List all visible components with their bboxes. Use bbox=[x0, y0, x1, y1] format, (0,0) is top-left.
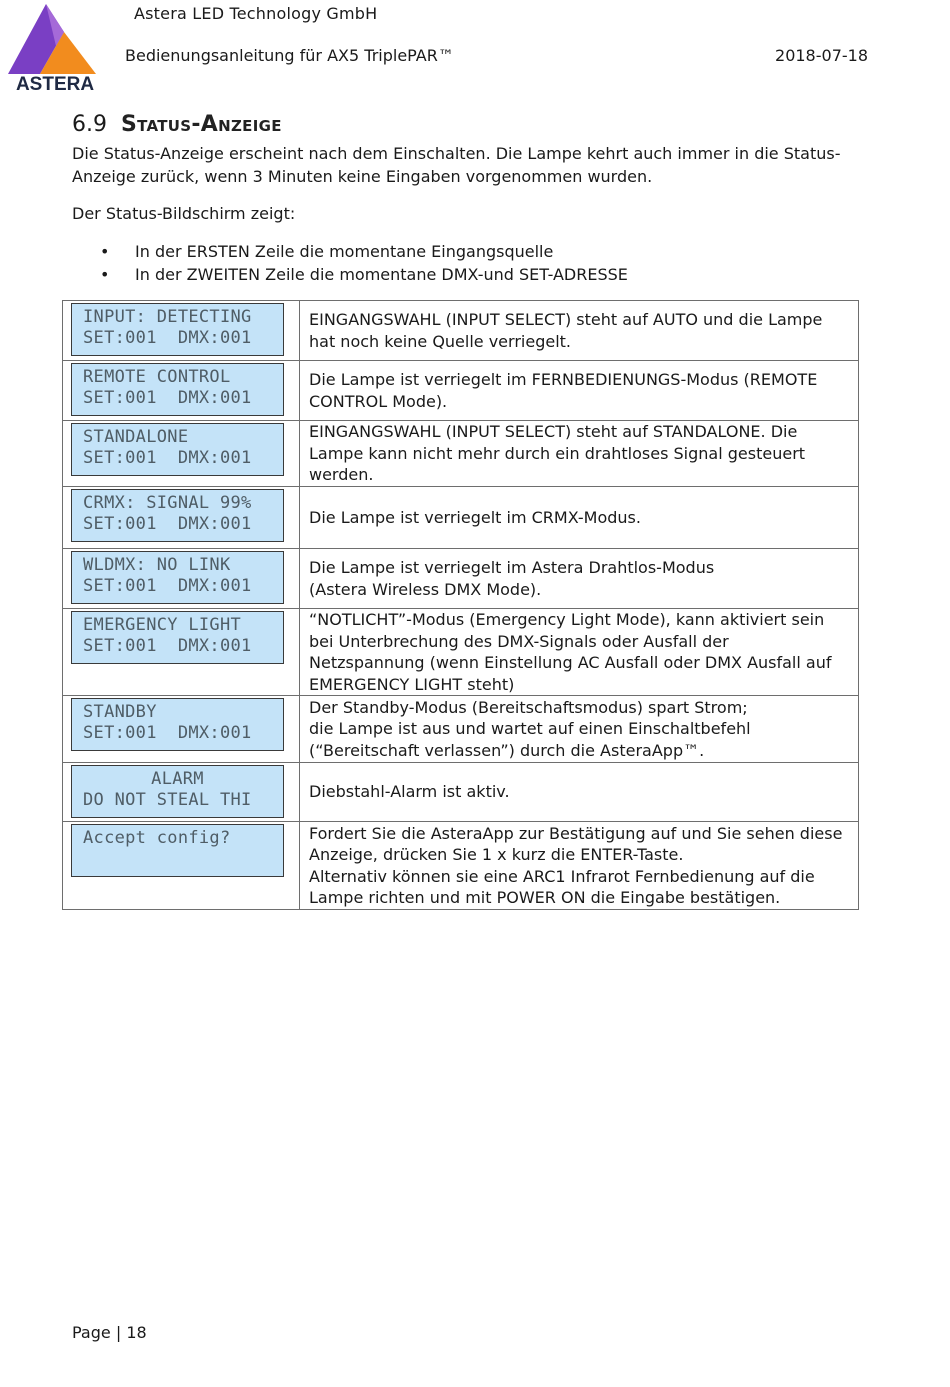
lcd-display bbox=[71, 363, 284, 416]
status-description: EINGANGSWAHL (INPUT SELECT) steht auf STANDALONE. Die Lampe kann nicht mehr durch ein drahtloses Signal gesteuert werden. bbox=[300, 421, 859, 487]
lcd-line-1: WLDMX: NO LINK bbox=[83, 555, 231, 575]
lcd-line-2: SET:001 DMX:001 bbox=[83, 636, 252, 656]
status-description: Fordert Sie die AsteraApp zur Bestätigung auf und Sie sehen diese Anzeige, drücken Sie 1 x kurz die ENTER-Taste. Alternativ können sie eine ARC1 Infrarot Fernbedienung auf die Lampe richten und mit POWER ON die Eingabe bestätigen. bbox=[300, 822, 859, 910]
bullet-list bbox=[100, 240, 628, 286]
lcd-line-1: EMERGENCY LIGHT bbox=[83, 615, 242, 635]
document-title: Bedienungsanleitung für AX5 TriplePAR™ bbox=[125, 46, 454, 65]
page-number: 18 bbox=[126, 1323, 147, 1342]
lcd-cell bbox=[63, 549, 300, 609]
table-row bbox=[63, 696, 859, 763]
table-row bbox=[63, 822, 859, 910]
lcd-line-1: REMOTE CONTROL bbox=[83, 367, 231, 387]
status-table bbox=[62, 300, 859, 910]
bullet-item: • In der ERSTEN Zeile die momentane Eingangsquelle bbox=[100, 240, 628, 263]
status-description: Die Lampe ist verriegelt im CRMX-Modus. bbox=[300, 487, 859, 549]
lcd-line-2: SET:001 DMX:001 bbox=[83, 514, 252, 534]
page-label: Page bbox=[72, 1323, 111, 1342]
lcd-cell bbox=[63, 361, 300, 421]
status-description: Die Lampe ist verriegelt im FERNBEDIENUNGS-Modus (REMOTE CONTROL Mode). bbox=[300, 361, 859, 421]
table-row bbox=[63, 609, 859, 696]
lcd-display bbox=[71, 551, 284, 604]
lcd-line-2: SET:001 DMX:001 bbox=[83, 388, 252, 408]
document-date: 2018-07-18 bbox=[775, 46, 868, 65]
lcd-cell bbox=[63, 609, 300, 696]
lcd-display bbox=[71, 765, 284, 818]
lcd-cell bbox=[63, 763, 300, 822]
astera-logo bbox=[6, 4, 104, 92]
lcd-line-1: STANDALONE bbox=[83, 427, 189, 447]
page-footer bbox=[72, 1323, 147, 1342]
lcd-cell bbox=[63, 487, 300, 549]
lcd-line-1: Accept config? bbox=[83, 828, 231, 848]
svg-text:ASTERA: ASTERA bbox=[15, 74, 95, 92]
intro-paragraph: Die Status-Anzeige erscheint nach dem Einschalten. Die Lampe kehrt auch immer in die Status-Anzeige zurück, wenn 3 Minuten keine Eingaben vorgenommen wurden. bbox=[72, 144, 841, 186]
lcd-display bbox=[71, 423, 284, 476]
lcd-line-2: DO NOT STEAL THI bbox=[83, 790, 252, 810]
lcd-line-1: STANDBY bbox=[83, 702, 157, 722]
lcd-display bbox=[71, 303, 284, 356]
company-name: Astera LED Technology GmbH bbox=[134, 4, 378, 23]
table-row bbox=[63, 301, 859, 361]
section-title: Status-Anzeige bbox=[121, 112, 282, 137]
status-description: Die Lampe ist verriegelt im Astera Drahtlos-Modus (Astera Wireless DMX Mode). bbox=[300, 549, 859, 609]
status-description: Der Standby-Modus (Bereitschaftsmodus) spart Strom; die Lampe ist aus und wartet auf einen Einschaltbefehl (“Bereitschaft verlassen”) durch die AsteraApp™. bbox=[300, 696, 859, 763]
lcd-display bbox=[71, 489, 284, 542]
bullet-item: • In der ZWEITEN Zeile die momentane DMX-und SET-ADRESSE bbox=[100, 263, 628, 286]
lcd-line-1: ALARM bbox=[151, 769, 204, 789]
section-number: 6.9 bbox=[72, 112, 107, 137]
lcd-cell bbox=[63, 421, 300, 487]
table-row bbox=[63, 487, 859, 549]
lcd-cell bbox=[63, 822, 300, 910]
table-row bbox=[63, 763, 859, 822]
table-row bbox=[63, 361, 859, 421]
status-description: EINGANGSWAHL (INPUT SELECT) steht auf AUTO und die Lampe hat noch keine Quelle verriegelt. bbox=[300, 301, 859, 361]
lcd-display bbox=[71, 611, 284, 664]
lcd-line-1: INPUT: DETECTING bbox=[83, 307, 252, 327]
status-description: Diebstahl-Alarm ist aktiv. bbox=[300, 763, 859, 822]
lcd-display bbox=[71, 824, 284, 877]
lcd-line-2: SET:001 DMX:001 bbox=[83, 328, 252, 348]
lcd-line-2: SET:001 DMX:001 bbox=[83, 576, 252, 596]
lcd-cell bbox=[63, 696, 300, 763]
table-row bbox=[63, 549, 859, 609]
status-screen-intro: Der Status-Bildschirm zeigt: bbox=[72, 204, 296, 223]
lcd-cell bbox=[63, 301, 300, 361]
status-description: “NOTLICHT”-Modus (Emergency Light Mode), kann aktiviert sein bei Unterbrechung des DMX-Signals oder Ausfall der Netzspannung (wenn Einstellung AC Ausfall oder DMX Ausfall auf EMERGENCY LIGHT steht) bbox=[300, 609, 859, 696]
footer-separator: | bbox=[115, 1323, 122, 1342]
lcd-line-2: SET:001 DMX:001 bbox=[83, 448, 252, 468]
lcd-display bbox=[71, 698, 284, 751]
lcd-line-2: SET:001 DMX:001 bbox=[83, 723, 252, 743]
lcd-line-1: CRMX: SIGNAL 99% bbox=[83, 493, 252, 513]
section-heading bbox=[72, 112, 282, 137]
table-row bbox=[63, 421, 859, 487]
